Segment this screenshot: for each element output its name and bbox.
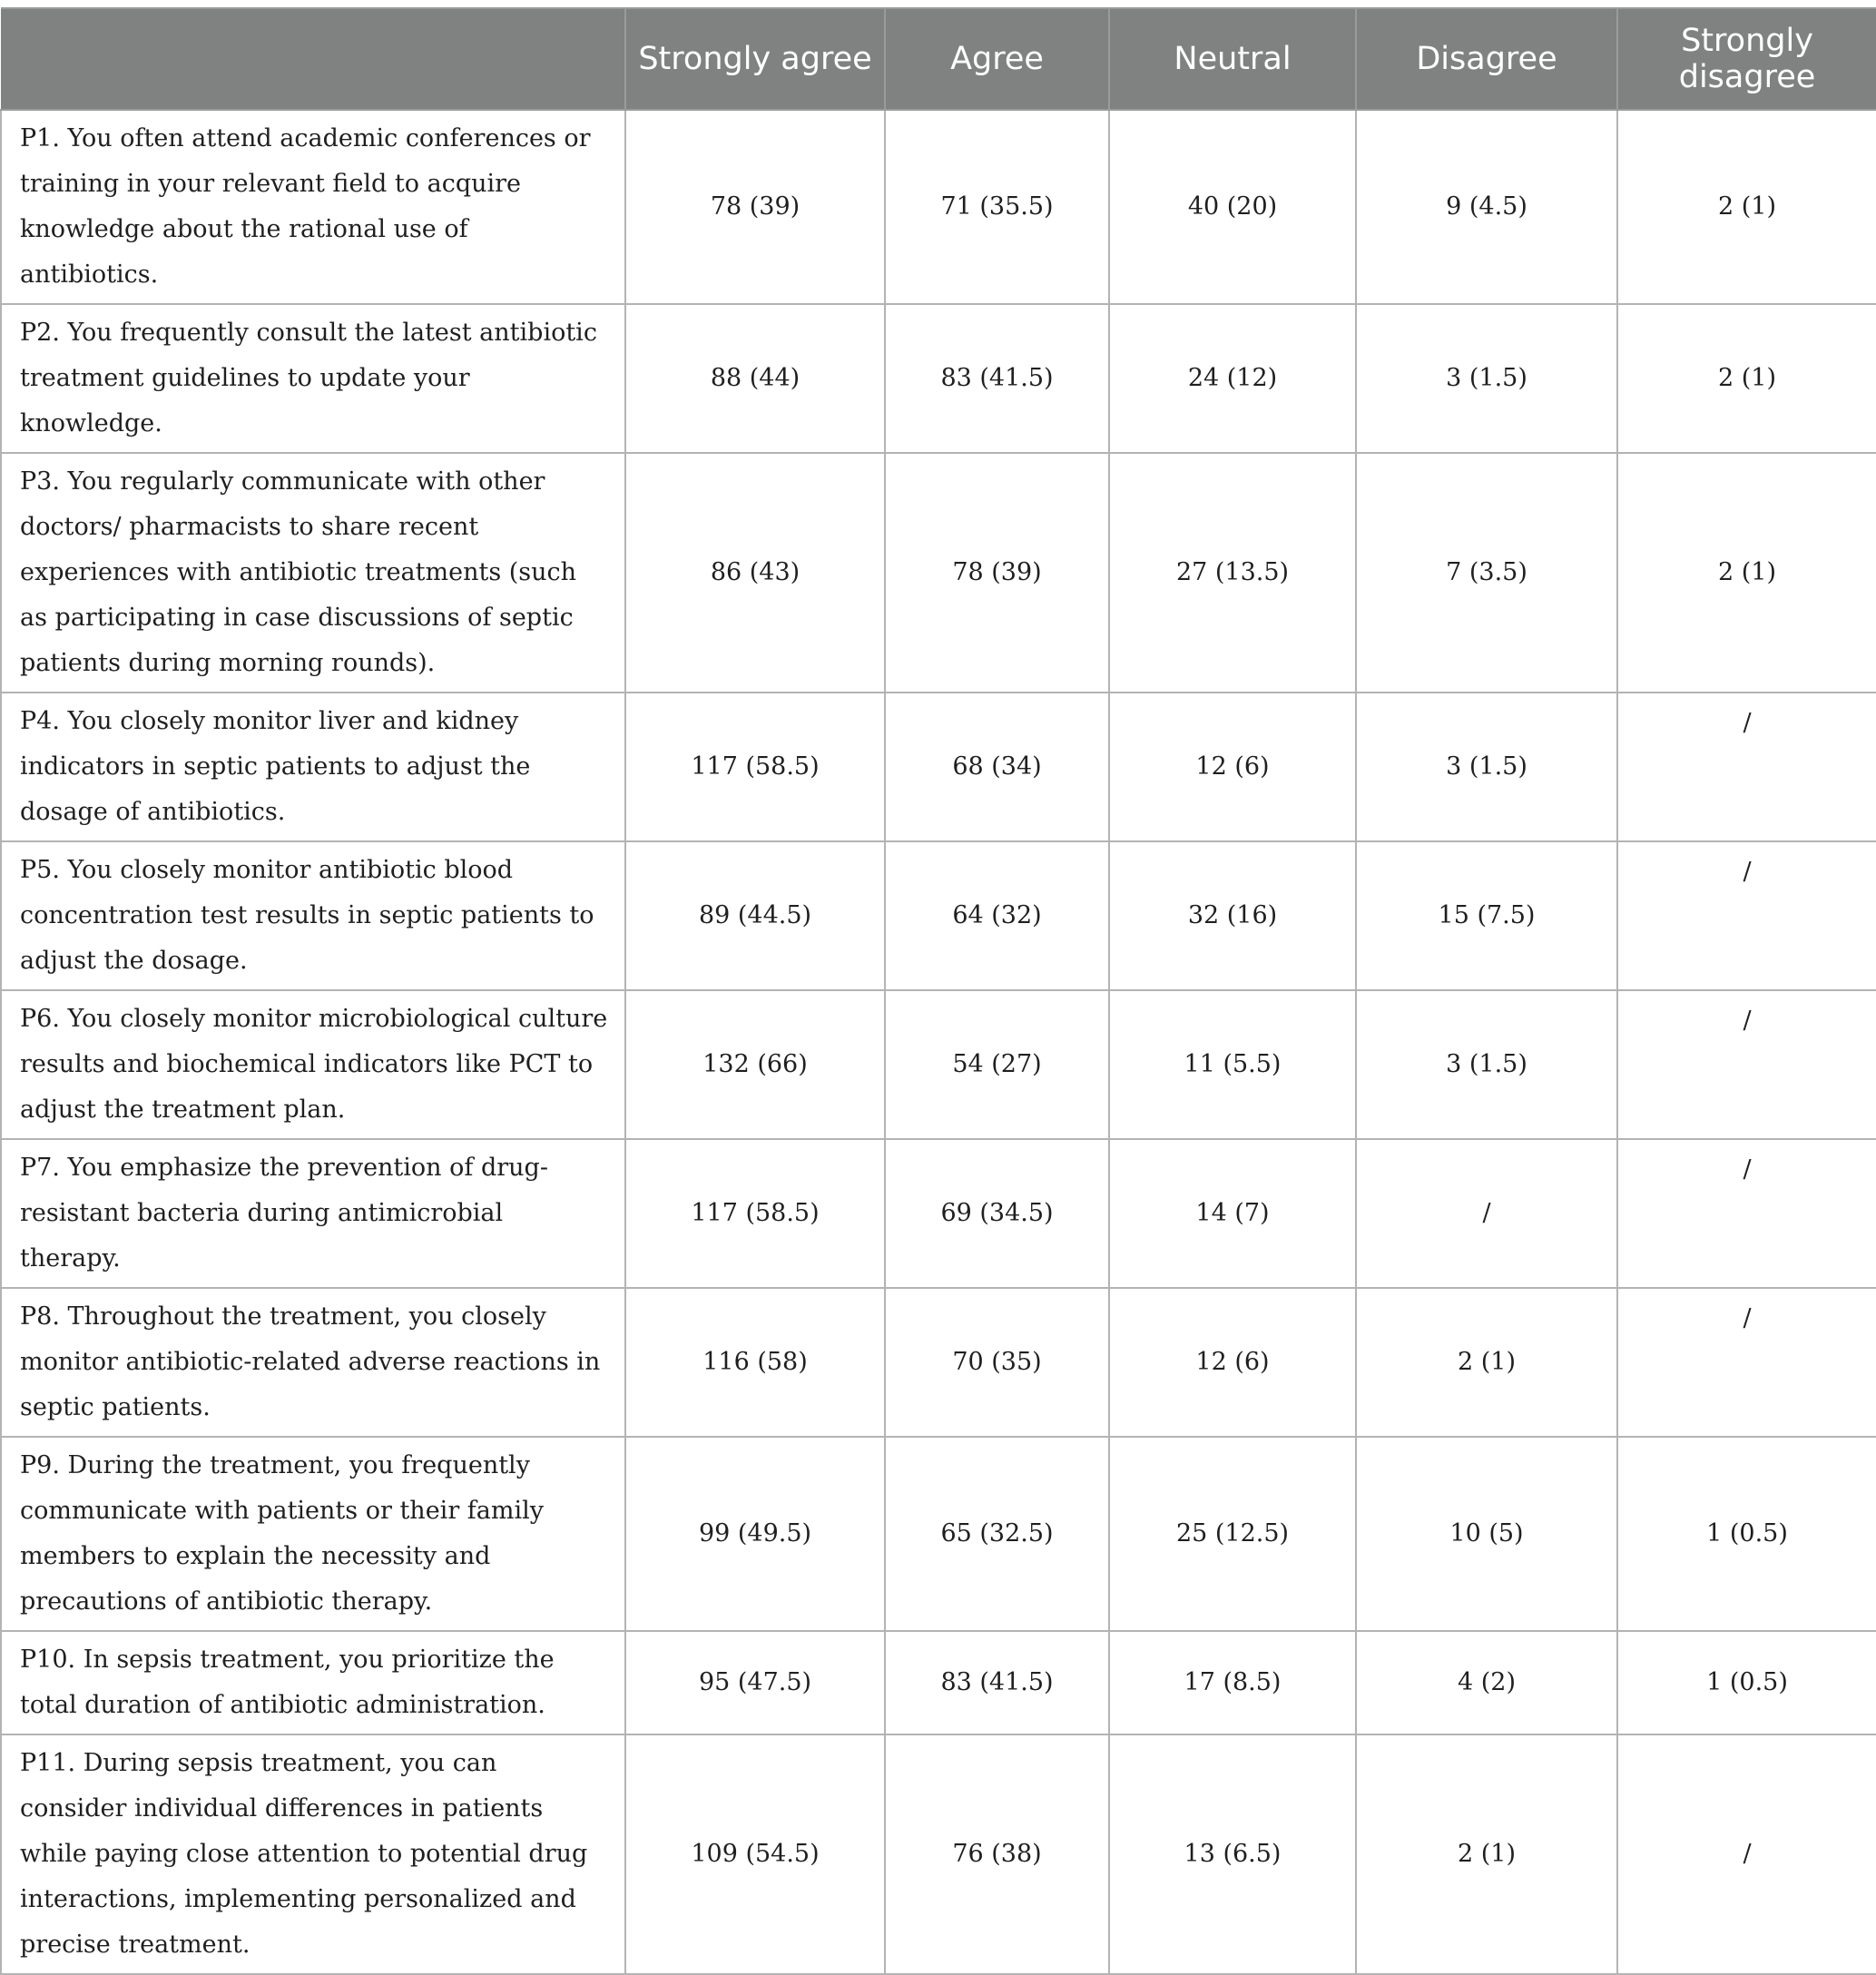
table-header (1, 8, 1876, 110)
header-row (1, 8, 1876, 110)
table-row (1, 841, 1876, 990)
strongly-agree-cell: 116 (58) (625, 1288, 885, 1437)
statement-cell: P3. You regularly communicate with other doctors/ pharmacists to share recent experiences with antibiotic treatments (such as participating in case discussions of septic patients during morning rounds). (1, 453, 625, 693)
disagree-cell: 3 (1.5) (1356, 990, 1617, 1139)
neutral-cell: 25 (12.5) (1109, 1437, 1356, 1631)
statement-cell: P4. You closely monitor liver and kidney indicators in septic patients to adjust the dosage of antibiotics. (1, 693, 625, 841)
statement-cell: P10. In sepsis treatment, you prioritize the total duration of antibiotic administration. (1, 1631, 625, 1734)
table-row (1, 1631, 1876, 1734)
table-row (1, 990, 1876, 1139)
table-row (1, 304, 1876, 453)
table-row (1, 693, 1876, 841)
header-neutral: Neutral (1109, 8, 1356, 110)
strongly-disagree-cell: / (1617, 693, 1876, 841)
statement-cell: P1. You often attend academic conferences or training in your relevant field to acquire knowledge about the rational use of antibiotics. (1, 110, 625, 304)
neutral-cell: 17 (8.5) (1109, 1631, 1356, 1734)
strongly-agree-cell: 99 (49.5) (625, 1437, 885, 1631)
table-row (1, 1437, 1876, 1631)
strongly-agree-cell: 88 (44) (625, 304, 885, 453)
disagree-cell: / (1356, 1139, 1617, 1288)
strongly-disagree-cell: 1 (0.5) (1617, 1437, 1876, 1631)
table-row (1, 110, 1876, 304)
agree-cell: 64 (32) (885, 841, 1109, 990)
agree-cell: 54 (27) (885, 990, 1109, 1139)
disagree-cell: 4 (2) (1356, 1631, 1617, 1734)
strongly-disagree-cell: 2 (1) (1617, 453, 1876, 693)
strongly-agree-cell: 89 (44.5) (625, 841, 885, 990)
strongly-agree-cell: 132 (66) (625, 990, 885, 1139)
strongly-disagree-cell: / (1617, 1288, 1876, 1437)
strongly-agree-cell: 109 (54.5) (625, 1734, 885, 1974)
neutral-cell: 13 (6.5) (1109, 1734, 1356, 1974)
neutral-cell: 40 (20) (1109, 110, 1356, 304)
disagree-cell: 9 (4.5) (1356, 110, 1617, 304)
strongly-disagree-cell: 2 (1) (1617, 304, 1876, 453)
statement-cell: P7. You emphasize the prevention of drug-resistant bacteria during antimicrobial therapy. (1, 1139, 625, 1288)
agree-cell: 69 (34.5) (885, 1139, 1109, 1288)
statement-cell: P9. During the treatment, you frequently communicate with patients or their family members to explain the necessity and precautions of antibiotic therapy. (1, 1437, 625, 1631)
agree-cell: 65 (32.5) (885, 1437, 1109, 1631)
disagree-cell: 7 (3.5) (1356, 453, 1617, 693)
neutral-cell: 12 (6) (1109, 693, 1356, 841)
strongly-disagree-cell: / (1617, 841, 1876, 990)
agree-cell: 83 (41.5) (885, 304, 1109, 453)
neutral-cell: 11 (5.5) (1109, 990, 1356, 1139)
neutral-cell: 14 (7) (1109, 1139, 1356, 1288)
table-row (1, 1288, 1876, 1437)
strongly-agree-cell: 78 (39) (625, 110, 885, 304)
strongly-agree-cell: 86 (43) (625, 453, 885, 693)
disagree-cell: 3 (1.5) (1356, 304, 1617, 453)
disagree-cell: 2 (1) (1356, 1734, 1617, 1974)
disagree-cell: 2 (1) (1356, 1288, 1617, 1437)
disagree-cell: 3 (1.5) (1356, 693, 1617, 841)
disagree-cell: 10 (5) (1356, 1437, 1617, 1631)
neutral-cell: 27 (13.5) (1109, 453, 1356, 693)
agree-cell: 68 (34) (885, 693, 1109, 841)
statement-cell: P5. You closely monitor antibiotic blood concentration test results in septic patients to adjust the dosage. (1, 841, 625, 990)
neutral-cell: 32 (16) (1109, 841, 1356, 990)
neutral-cell: 12 (6) (1109, 1288, 1356, 1437)
statement-cell: P8. Throughout the treatment, you closely monitor antibiotic-related adverse reactions in septic patients. (1, 1288, 625, 1437)
strongly-agree-cell: 95 (47.5) (625, 1631, 885, 1734)
agree-cell: 70 (35) (885, 1288, 1109, 1437)
agree-cell: 71 (35.5) (885, 110, 1109, 304)
header-strongly-disagree: Strongly disagree (1617, 8, 1876, 110)
agree-cell: 83 (41.5) (885, 1631, 1109, 1734)
strongly-disagree-cell: / (1617, 1734, 1876, 1974)
neutral-cell: 24 (12) (1109, 304, 1356, 453)
agree-cell: 78 (39) (885, 453, 1109, 693)
table-row (1, 453, 1876, 693)
header-agree: Agree (885, 8, 1109, 110)
header-disagree: Disagree (1356, 8, 1617, 110)
header-strongly-agree: Strongly agree (625, 8, 885, 110)
table-row (1, 1139, 1876, 1288)
statement-cell: P6. You closely monitor microbiological culture results and biochemical indicators like PCT to adjust the treatment plan. (1, 990, 625, 1139)
table-body (1, 110, 1876, 1974)
strongly-agree-cell: 117 (58.5) (625, 693, 885, 841)
header-statement (1, 8, 625, 110)
strongly-disagree-cell: / (1617, 990, 1876, 1139)
statement-cell: P11. During sepsis treatment, you can consider individual differences in patients while paying close attention to potential drug interactions, implementing personalized and precise treatment. (1, 1734, 625, 1974)
strongly-disagree-cell: 2 (1) (1617, 110, 1876, 304)
strongly-disagree-cell: / (1617, 1139, 1876, 1288)
statement-cell: P2. You frequently consult the latest antibiotic treatment guidelines to update your knowledge. (1, 304, 625, 453)
disagree-cell: 15 (7.5) (1356, 841, 1617, 990)
agree-cell: 76 (38) (885, 1734, 1109, 1974)
table-row (1, 1734, 1876, 1974)
strongly-agree-cell: 117 (58.5) (625, 1139, 885, 1288)
survey-table (0, 7, 1876, 1975)
strongly-disagree-cell: 1 (0.5) (1617, 1631, 1876, 1734)
